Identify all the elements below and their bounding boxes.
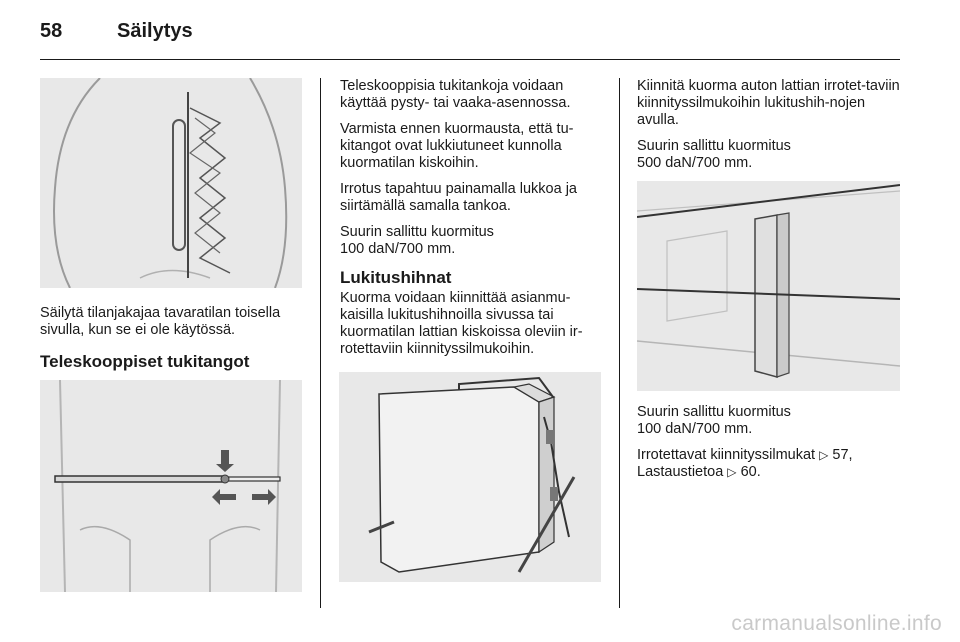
column3-body-top: [637, 78, 909, 181]
illustration-lashing-box: [339, 372, 601, 582]
watermark: carmanualsonline.info: [731, 612, 942, 635]
stored-divider-drawing: [40, 78, 302, 288]
paragraph-secure-load: Kiinnitä kuorma auton lattian irrotet-taviin kiinnityssilmukoihin lukitushih-nojen avulla.: [637, 78, 900, 128]
heading-lashing-straps: Lukitushihnat: [340, 268, 452, 287]
section-title: Säilytys: [117, 20, 193, 42]
max-load-label-3: Suurin sallittu kuormitus: [637, 404, 791, 420]
max-load-value-3: 100 daN/700 mm.: [637, 421, 753, 437]
max-load-value: 100 daN/700 mm.: [340, 241, 456, 257]
vertical-load-drawing: [637, 181, 900, 391]
page-ref-arrow-icon: ▷: [819, 448, 829, 462]
heading-telescopic-rods: Teleskooppiset tukitangot: [40, 352, 250, 371]
column2-body: [340, 78, 610, 267]
paragraph-references: [637, 447, 909, 481]
paragraph-rod-usage: Teleskooppisia tukitankoja voidaan käyttää pysty- tai vaaka-asennossa.: [340, 78, 571, 111]
ref-lashing-eyes-label: Irrotettavat kiinnityssilmukat: [637, 447, 816, 463]
ref-loading-info-page[interactable]: 60.: [740, 464, 761, 480]
paragraph-max-load-vertical: [637, 404, 909, 438]
illustration-telescopic-rod: [40, 380, 302, 592]
max-load-label: Suurin sallittu kuormitus: [340, 224, 494, 240]
paragraph-check-locking: Varmista ennen kuormausta, että tu-kitangot ovat lukkiutuneet kunnolla kuormatilan kiskoihin.: [340, 121, 574, 171]
telescopic-rod-drawing: [40, 380, 302, 592]
caption-stored-divider: Säilytä tilanjakajaa tavaratilan toisella sivulla, kun se ei ole käytössä.: [40, 305, 281, 338]
ref-lashing-eyes-page[interactable]: 57,: [832, 447, 853, 463]
illustration-stored-divider: [40, 78, 302, 288]
paragraph-max-load-straps: [637, 138, 909, 172]
ref-loading-info-label: Lastaustietoa: [637, 464, 724, 480]
paragraph-max-load-rods: [340, 224, 610, 258]
max-load-value-2: 500 daN/700 mm.: [637, 155, 753, 171]
column-divider-2: [619, 78, 620, 608]
paragraph-release: Irrotus tapahtuu painamalla lukkoa ja siirtämällä samalla tankoa.: [340, 181, 577, 214]
max-load-label-2: Suurin sallittu kuormitus: [637, 138, 791, 154]
illustration-vertical-load: [637, 181, 900, 391]
lashing-box-drawing: [339, 372, 601, 582]
header-divider: [40, 59, 900, 60]
column-divider-1: [320, 78, 321, 608]
column3-body-bottom: [637, 404, 909, 490]
page-number: 58: [40, 20, 63, 42]
page-ref-arrow-icon: ▷: [727, 465, 737, 479]
page-header: [40, 20, 900, 60]
paragraph-lashing-straps: Kuorma voidaan kiinnittää asianmu-kaisilla lukitushihnoilla sivussa tai kuormatilan lattian kiskoissa oleviin ir-rotettaviin kiinnityssilmukoihin.: [340, 290, 583, 357]
